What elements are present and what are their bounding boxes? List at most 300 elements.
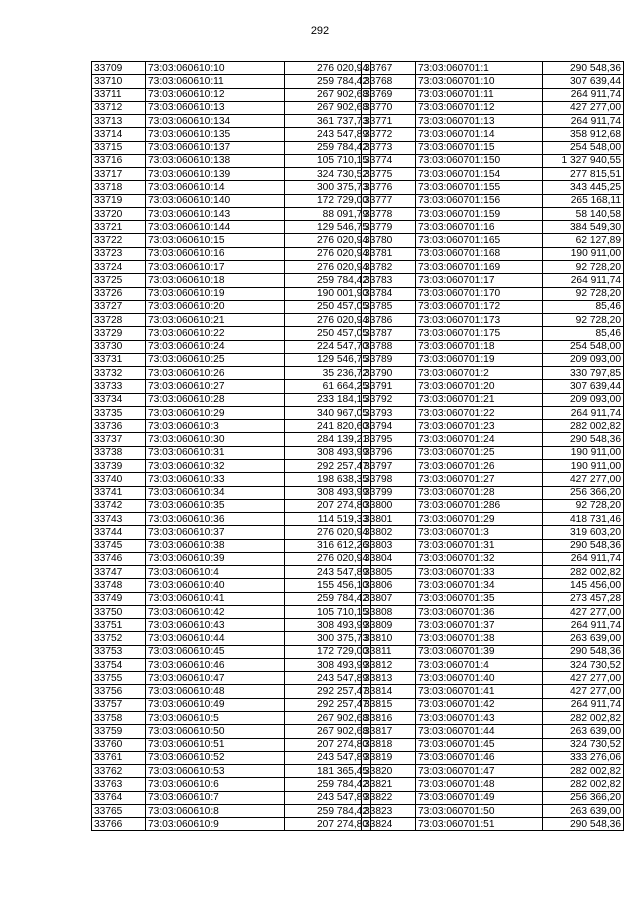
table-row bbox=[92, 101, 371, 114]
table-row bbox=[362, 380, 624, 393]
record-number-cell: 33766 bbox=[92, 818, 146, 831]
table-row bbox=[362, 274, 624, 287]
cadastral-number-cell: 73:03:060610:39 bbox=[146, 552, 285, 565]
table-row bbox=[92, 274, 371, 287]
record-number-cell: 33795 bbox=[362, 433, 416, 446]
table-row bbox=[92, 804, 371, 817]
value-cell: 264 911,74 bbox=[543, 619, 624, 632]
value-cell: 243 547,89 bbox=[285, 672, 371, 685]
table-row bbox=[92, 340, 371, 353]
value-cell: 233 184,15 bbox=[285, 393, 371, 406]
record-number-cell: 33810 bbox=[362, 632, 416, 645]
cadastral-number-cell: 73:03:060701:17 bbox=[416, 274, 543, 287]
table-row bbox=[92, 287, 371, 300]
value-cell: 307 639,44 bbox=[543, 75, 624, 88]
record-number-cell: 33743 bbox=[92, 513, 146, 526]
record-number-cell: 33726 bbox=[92, 287, 146, 300]
cadastral-number-cell: 73:03:060610:11 bbox=[146, 75, 285, 88]
value-cell: 290 548,36 bbox=[543, 645, 624, 658]
value-cell: 282 002,82 bbox=[543, 420, 624, 433]
record-number-cell: 33794 bbox=[362, 420, 416, 433]
record-number-cell: 33823 bbox=[362, 804, 416, 817]
record-number-cell: 33755 bbox=[92, 672, 146, 685]
record-number-cell: 33802 bbox=[362, 526, 416, 539]
value-cell: 292 257,47 bbox=[285, 698, 371, 711]
cadastral-number-cell: 73:03:060701:172 bbox=[416, 300, 543, 313]
value-cell: 209 093,00 bbox=[543, 353, 624, 366]
table-row bbox=[362, 115, 624, 128]
cadastral-number-cell: 73:03:060610:29 bbox=[146, 406, 285, 419]
record-number-cell: 33793 bbox=[362, 406, 416, 419]
table-row bbox=[362, 592, 624, 605]
cadastral-number-cell: 73:03:060701:13 bbox=[416, 115, 543, 128]
record-number-cell: 33737 bbox=[92, 433, 146, 446]
record-number-cell: 33812 bbox=[362, 658, 416, 671]
table-row bbox=[362, 513, 624, 526]
record-number-cell: 33804 bbox=[362, 552, 416, 565]
record-number-cell: 33776 bbox=[362, 181, 416, 194]
record-number-cell: 33819 bbox=[362, 751, 416, 764]
cadastral-number-cell: 73:03:060701:1 bbox=[416, 62, 543, 75]
record-number-cell: 33768 bbox=[362, 75, 416, 88]
record-number-cell: 33734 bbox=[92, 393, 146, 406]
cadastral-number-cell: 73:03:060610:38 bbox=[146, 539, 285, 552]
table-row bbox=[362, 751, 624, 764]
record-number-cell: 33790 bbox=[362, 367, 416, 380]
value-cell: 241 820,60 bbox=[285, 420, 371, 433]
value-cell: 427 277,00 bbox=[543, 101, 624, 114]
cadastral-number-cell: 73:03:060701:19 bbox=[416, 353, 543, 366]
table-row bbox=[92, 486, 371, 499]
value-cell: 256 366,20 bbox=[543, 486, 624, 499]
value-cell: 273 457,28 bbox=[543, 592, 624, 605]
record-number-cell: 33769 bbox=[362, 88, 416, 101]
table-row bbox=[92, 459, 371, 472]
right-cadastral-table bbox=[361, 61, 624, 831]
value-cell: 254 548,00 bbox=[543, 141, 624, 154]
table-row bbox=[92, 632, 371, 645]
cadastral-number-cell: 73:03:060610:12 bbox=[146, 88, 285, 101]
cadastral-number-cell: 73:03:060610:9 bbox=[146, 818, 285, 831]
cadastral-number-cell: 73:03:060610:140 bbox=[146, 194, 285, 207]
cadastral-number-cell: 73:03:060701:29 bbox=[416, 513, 543, 526]
table-row bbox=[362, 101, 624, 114]
value-cell: 190 911,00 bbox=[543, 459, 624, 472]
value-cell: 35 236,72 bbox=[285, 367, 371, 380]
value-cell: 85,46 bbox=[543, 300, 624, 313]
cadastral-number-cell: 73:03:060610:138 bbox=[146, 154, 285, 167]
value-cell: 276 020,94 bbox=[285, 552, 371, 565]
record-number-cell: 33747 bbox=[92, 566, 146, 579]
record-number-cell: 33758 bbox=[92, 712, 146, 725]
table-row bbox=[92, 207, 371, 220]
record-number-cell: 33721 bbox=[92, 221, 146, 234]
table-row bbox=[92, 645, 371, 658]
cadastral-number-cell: 73:03:060701:4 bbox=[416, 658, 543, 671]
record-number-cell: 33762 bbox=[92, 765, 146, 778]
record-number-cell: 33814 bbox=[362, 685, 416, 698]
record-number-cell: 33811 bbox=[362, 645, 416, 658]
cadastral-number-cell: 73:03:060701:10 bbox=[416, 75, 543, 88]
value-cell: 114 519,33 bbox=[285, 513, 371, 526]
record-number-cell: 33808 bbox=[362, 605, 416, 618]
table-row bbox=[92, 473, 371, 486]
cadastral-number-cell: 73:03:060701:170 bbox=[416, 287, 543, 300]
record-number-cell: 33738 bbox=[92, 446, 146, 459]
record-number-cell: 33789 bbox=[362, 353, 416, 366]
cadastral-number-cell: 73:03:060701:21 bbox=[416, 393, 543, 406]
cadastral-number-cell: 73:03:060701:49 bbox=[416, 791, 543, 804]
record-number-cell: 33724 bbox=[92, 260, 146, 273]
table-row bbox=[362, 698, 624, 711]
table-row bbox=[362, 207, 624, 220]
table-row bbox=[92, 818, 371, 831]
table-row bbox=[92, 685, 371, 698]
value-cell: 155 456,10 bbox=[285, 579, 371, 592]
value-cell: 92 728,20 bbox=[543, 260, 624, 273]
value-cell: 207 274,80 bbox=[285, 499, 371, 512]
record-number-cell: 33761 bbox=[92, 751, 146, 764]
cadastral-number-cell: 73:03:060701:40 bbox=[416, 672, 543, 685]
value-cell: 276 020,94 bbox=[285, 260, 371, 273]
table-row bbox=[362, 420, 624, 433]
record-number-cell: 33718 bbox=[92, 181, 146, 194]
cadastral-number-cell: 73:03:060701:43 bbox=[416, 712, 543, 725]
value-cell: 92 728,20 bbox=[543, 314, 624, 327]
table-row bbox=[92, 300, 371, 313]
cadastral-number-cell: 73:03:060610:46 bbox=[146, 658, 285, 671]
table-row bbox=[362, 791, 624, 804]
cadastral-number-cell: 73:03:060610:20 bbox=[146, 300, 285, 313]
table-row bbox=[362, 619, 624, 632]
record-number-cell: 33787 bbox=[362, 327, 416, 340]
table-row bbox=[92, 62, 371, 75]
record-number-cell: 33715 bbox=[92, 141, 146, 154]
value-cell: 284 139,21 bbox=[285, 433, 371, 446]
table-row bbox=[362, 473, 624, 486]
record-number-cell: 33822 bbox=[362, 791, 416, 804]
value-cell: 276 020,94 bbox=[285, 526, 371, 539]
value-cell: 384 549,30 bbox=[543, 221, 624, 234]
cadastral-number-cell: 73:03:060701:26 bbox=[416, 459, 543, 472]
cadastral-number-cell: 73:03:060610:37 bbox=[146, 526, 285, 539]
table-row bbox=[92, 194, 371, 207]
record-number-cell: 33799 bbox=[362, 486, 416, 499]
table-row bbox=[362, 314, 624, 327]
record-number-cell: 33742 bbox=[92, 499, 146, 512]
table-row bbox=[92, 327, 371, 340]
cadastral-number-cell: 73:03:060610:49 bbox=[146, 698, 285, 711]
table-row bbox=[92, 751, 371, 764]
record-number-cell: 33788 bbox=[362, 340, 416, 353]
cadastral-number-cell: 73:03:060701:12 bbox=[416, 101, 543, 114]
cadastral-number-cell: 73:03:060610:143 bbox=[146, 207, 285, 220]
cadastral-number-cell: 73:03:060610:13 bbox=[146, 101, 285, 114]
record-number-cell: 33774 bbox=[362, 154, 416, 167]
value-cell: 263 639,00 bbox=[543, 804, 624, 817]
record-number-cell: 33818 bbox=[362, 738, 416, 751]
record-number-cell: 33710 bbox=[92, 75, 146, 88]
value-cell: 105 710,15 bbox=[285, 605, 371, 618]
table-row bbox=[362, 658, 624, 671]
record-number-cell: 33730 bbox=[92, 340, 146, 353]
value-cell: 264 911,74 bbox=[543, 406, 624, 419]
table-row bbox=[92, 619, 371, 632]
value-cell: 172 729,00 bbox=[285, 645, 371, 658]
table-row bbox=[362, 725, 624, 738]
value-cell: 264 911,74 bbox=[543, 552, 624, 565]
table-row bbox=[92, 513, 371, 526]
value-cell: 290 548,36 bbox=[543, 62, 624, 75]
record-number-cell: 33716 bbox=[92, 154, 146, 167]
record-number-cell: 33750 bbox=[92, 605, 146, 618]
record-number-cell: 33800 bbox=[362, 499, 416, 512]
record-number-cell: 33780 bbox=[362, 234, 416, 247]
table-row bbox=[92, 420, 371, 433]
table-row bbox=[362, 433, 624, 446]
record-number-cell: 33723 bbox=[92, 247, 146, 260]
value-cell: 265 168,11 bbox=[543, 194, 624, 207]
record-number-cell: 33798 bbox=[362, 473, 416, 486]
cadastral-number-cell: 73:03:060610:7 bbox=[146, 791, 285, 804]
record-number-cell: 33778 bbox=[362, 207, 416, 220]
cadastral-number-cell: 73:03:060610:25 bbox=[146, 353, 285, 366]
cadastral-number-cell: 73:03:060701:159 bbox=[416, 207, 543, 220]
record-number-cell: 33713 bbox=[92, 115, 146, 128]
table-row bbox=[92, 168, 371, 181]
record-number-cell: 33767 bbox=[362, 62, 416, 75]
cadastral-number-cell: 73:03:060701:41 bbox=[416, 685, 543, 698]
record-number-cell: 33797 bbox=[362, 459, 416, 472]
value-cell: 61 664,25 bbox=[285, 380, 371, 393]
record-number-cell: 33757 bbox=[92, 698, 146, 711]
right-table-body bbox=[362, 62, 624, 831]
cadastral-number-cell: 73:03:060701:175 bbox=[416, 327, 543, 340]
record-number-cell: 33741 bbox=[92, 486, 146, 499]
table-row bbox=[362, 327, 624, 340]
cadastral-number-cell: 73:03:060701:16 bbox=[416, 221, 543, 234]
cadastral-number-cell: 73:03:060701:24 bbox=[416, 433, 543, 446]
value-cell: 427 277,00 bbox=[543, 605, 624, 618]
table-row bbox=[362, 406, 624, 419]
table-row bbox=[92, 181, 371, 194]
record-number-cell: 33728 bbox=[92, 314, 146, 327]
cadastral-number-cell: 73:03:060610:40 bbox=[146, 579, 285, 592]
cadastral-number-cell: 73:03:060610:42 bbox=[146, 605, 285, 618]
value-cell: 263 639,00 bbox=[543, 632, 624, 645]
cadastral-number-cell: 73:03:060701:48 bbox=[416, 778, 543, 791]
record-number-cell: 33771 bbox=[362, 115, 416, 128]
value-cell: 264 911,74 bbox=[543, 274, 624, 287]
table-row bbox=[362, 154, 624, 167]
record-number-cell: 33775 bbox=[362, 168, 416, 181]
record-number-cell: 33783 bbox=[362, 274, 416, 287]
cadastral-number-cell: 73:03:060701:18 bbox=[416, 340, 543, 353]
table-row bbox=[92, 579, 371, 592]
value-cell: 243 547,89 bbox=[285, 751, 371, 764]
record-number-cell: 33786 bbox=[362, 314, 416, 327]
table-row bbox=[362, 128, 624, 141]
table-row bbox=[92, 778, 371, 791]
value-cell: 243 547,89 bbox=[285, 128, 371, 141]
table-row bbox=[362, 526, 624, 539]
table-row bbox=[362, 645, 624, 658]
table-row bbox=[92, 552, 371, 565]
page-number: 292 bbox=[310, 25, 330, 37]
table-row bbox=[92, 128, 371, 141]
table-row bbox=[92, 314, 371, 327]
record-number-cell: 33791 bbox=[362, 380, 416, 393]
table-row bbox=[92, 566, 371, 579]
table-row bbox=[362, 672, 624, 685]
record-number-cell: 33764 bbox=[92, 791, 146, 804]
table-row bbox=[92, 738, 371, 751]
value-cell: 1 327 940,55 bbox=[543, 154, 624, 167]
table-row bbox=[92, 698, 371, 711]
record-number-cell: 33807 bbox=[362, 592, 416, 605]
cadastral-number-cell: 73:03:060610:47 bbox=[146, 672, 285, 685]
table-row bbox=[92, 725, 371, 738]
value-cell: 324 730,52 bbox=[543, 658, 624, 671]
value-cell: 259 784,42 bbox=[285, 804, 371, 817]
value-cell: 282 002,82 bbox=[543, 566, 624, 579]
value-cell: 190 911,00 bbox=[543, 446, 624, 459]
table-row bbox=[362, 181, 624, 194]
cadastral-number-cell: 73:03:060701:32 bbox=[416, 552, 543, 565]
record-number-cell: 33782 bbox=[362, 260, 416, 273]
record-number-cell: 33779 bbox=[362, 221, 416, 234]
table-row bbox=[92, 88, 371, 101]
cadastral-number-cell: 73:03:060610:22 bbox=[146, 327, 285, 340]
cadastral-number-cell: 73:03:060701:45 bbox=[416, 738, 543, 751]
table-row bbox=[362, 605, 624, 618]
cadastral-number-cell: 73:03:060701:173 bbox=[416, 314, 543, 327]
record-number-cell: 33722 bbox=[92, 234, 146, 247]
record-number-cell: 33792 bbox=[362, 393, 416, 406]
record-number-cell: 33773 bbox=[362, 141, 416, 154]
table-row bbox=[92, 765, 371, 778]
record-number-cell: 33809 bbox=[362, 619, 416, 632]
value-cell: 324 730,52 bbox=[285, 168, 371, 181]
cadastral-number-cell: 73:03:060701:33 bbox=[416, 566, 543, 579]
value-cell: 276 020,94 bbox=[285, 247, 371, 260]
table-row bbox=[362, 300, 624, 313]
cadastral-number-cell: 73:03:060701:37 bbox=[416, 619, 543, 632]
table-row bbox=[362, 486, 624, 499]
record-number-cell: 33756 bbox=[92, 685, 146, 698]
table-row bbox=[362, 234, 624, 247]
cadastral-number-cell: 73:03:060610:139 bbox=[146, 168, 285, 181]
table-row bbox=[92, 499, 371, 512]
table-row bbox=[362, 367, 624, 380]
cadastral-number-cell: 73:03:060610:30 bbox=[146, 433, 285, 446]
table-row bbox=[362, 287, 624, 300]
cadastral-number-cell: 73:03:060610:32 bbox=[146, 459, 285, 472]
table-row bbox=[92, 592, 371, 605]
table-row bbox=[362, 804, 624, 817]
record-number-cell: 33749 bbox=[92, 592, 146, 605]
table-row bbox=[362, 552, 624, 565]
value-cell: 62 127,89 bbox=[543, 234, 624, 247]
cadastral-number-cell: 73:03:060701:28 bbox=[416, 486, 543, 499]
value-cell: 308 493,99 bbox=[285, 658, 371, 671]
value-cell: 267 902,68 bbox=[285, 712, 371, 725]
cadastral-number-cell: 73:03:060610:44 bbox=[146, 632, 285, 645]
record-number-cell: 33777 bbox=[362, 194, 416, 207]
value-cell: 85,46 bbox=[543, 327, 624, 340]
value-cell: 207 274,80 bbox=[285, 738, 371, 751]
table-row bbox=[92, 154, 371, 167]
value-cell: 259 784,42 bbox=[285, 778, 371, 791]
record-number-cell: 33739 bbox=[92, 459, 146, 472]
value-cell: 333 276,06 bbox=[543, 751, 624, 764]
value-cell: 427 277,00 bbox=[543, 672, 624, 685]
cadastral-number-cell: 73:03:060610:16 bbox=[146, 247, 285, 260]
cadastral-number-cell: 73:03:060701:46 bbox=[416, 751, 543, 764]
left-table-body bbox=[92, 62, 371, 831]
table-row bbox=[362, 62, 624, 75]
cadastral-number-cell: 73:03:060701:169 bbox=[416, 260, 543, 273]
record-number-cell: 33745 bbox=[92, 539, 146, 552]
table-row bbox=[362, 194, 624, 207]
record-number-cell: 33711 bbox=[92, 88, 146, 101]
record-number-cell: 33709 bbox=[92, 62, 146, 75]
value-cell: 330 797,85 bbox=[543, 367, 624, 380]
value-cell: 181 365,45 bbox=[285, 765, 371, 778]
cadastral-number-cell: 73:03:060701:25 bbox=[416, 446, 543, 459]
value-cell: 343 445,25 bbox=[543, 181, 624, 194]
cadastral-number-cell: 73:03:060610:35 bbox=[146, 499, 285, 512]
table-row bbox=[362, 260, 624, 273]
cadastral-number-cell: 73:03:060701:44 bbox=[416, 725, 543, 738]
record-number-cell: 33719 bbox=[92, 194, 146, 207]
table-row bbox=[362, 459, 624, 472]
cadastral-number-cell: 73:03:060610:33 bbox=[146, 473, 285, 486]
cadastral-number-cell: 73:03:060610:10 bbox=[146, 62, 285, 75]
cadastral-number-cell: 73:03:060701:155 bbox=[416, 181, 543, 194]
cadastral-number-cell: 73:03:060701:20 bbox=[416, 380, 543, 393]
value-cell: 190 911,00 bbox=[543, 247, 624, 260]
value-cell: 418 731,46 bbox=[543, 513, 624, 526]
table-row bbox=[92, 539, 371, 552]
record-number-cell: 33806 bbox=[362, 579, 416, 592]
table-row bbox=[92, 791, 371, 804]
cadastral-number-cell: 73:03:060701:156 bbox=[416, 194, 543, 207]
cadastral-number-cell: 73:03:060701:23 bbox=[416, 420, 543, 433]
record-number-cell: 33746 bbox=[92, 552, 146, 565]
record-number-cell: 33727 bbox=[92, 300, 146, 313]
cadastral-number-cell: 73:03:060610:135 bbox=[146, 128, 285, 141]
table-row bbox=[92, 393, 371, 406]
table-row bbox=[362, 632, 624, 645]
value-cell: 267 902,68 bbox=[285, 88, 371, 101]
cadastral-number-cell: 73:03:060701:42 bbox=[416, 698, 543, 711]
value-cell: 308 493,99 bbox=[285, 446, 371, 459]
record-number-cell: 33753 bbox=[92, 645, 146, 658]
table-row bbox=[92, 605, 371, 618]
record-number-cell: 33816 bbox=[362, 712, 416, 725]
table-row bbox=[92, 406, 371, 419]
left-cadastral-table bbox=[91, 61, 371, 831]
cadastral-number-cell: 73:03:060701:286 bbox=[416, 499, 543, 512]
cadastral-number-cell: 73:03:060701:38 bbox=[416, 632, 543, 645]
cadastral-number-cell: 73:03:060610:3 bbox=[146, 420, 285, 433]
value-cell: 129 546,75 bbox=[285, 221, 371, 234]
table-row bbox=[92, 380, 371, 393]
cadastral-number-cell: 73:03:060701:31 bbox=[416, 539, 543, 552]
record-number-cell: 33751 bbox=[92, 619, 146, 632]
cadastral-number-cell: 73:03:060701:154 bbox=[416, 168, 543, 181]
